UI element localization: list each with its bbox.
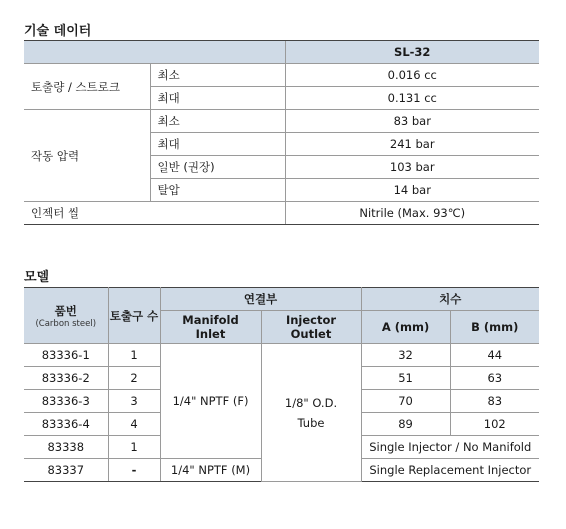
dim-a: 70 [361, 390, 450, 413]
manifold-inlet-header: Manifold Inlet [160, 311, 261, 344]
spec-row [24, 202, 539, 225]
pressure-relief-value: 14 bar [285, 179, 539, 202]
pressure-min-label: 최소 [150, 110, 285, 133]
pressure-max-label: 최대 [150, 133, 285, 156]
dim-b: 102 [450, 413, 539, 436]
seal-value: Nitrile (Max. 93℃) [285, 202, 539, 225]
dim-b: 83 [450, 390, 539, 413]
pressure-relief-label: 탈압 [150, 179, 285, 202]
part-number: 83338 [24, 436, 108, 459]
displacement-max-label: 최대 [150, 87, 285, 110]
dim-a: 89 [361, 413, 450, 436]
manifold-inlet-value: 1/4" NPTF (M) [160, 459, 261, 482]
dimensions-header: 치수 [361, 288, 539, 311]
injector-outlet-header: Injector Outlet [261, 311, 361, 344]
dimension-note: Single Replacement Injector [361, 459, 539, 482]
table-row [24, 344, 539, 367]
outlet-count: 1 [108, 344, 160, 367]
outlets-header: 토출구 수 [108, 288, 160, 344]
dimension-note: Single Injector / No Manifold [361, 436, 539, 459]
part-no-header [24, 288, 108, 344]
pressure-max-value: 241 bar [285, 133, 539, 156]
spec-model-header: SL-32 [285, 41, 539, 64]
dim-b: 63 [450, 367, 539, 390]
displacement-max-value: 0.131 cc [285, 87, 539, 110]
part-no-header-label: 품번 [54, 303, 77, 318]
outlet-count: 2 [108, 367, 160, 390]
model-table [24, 287, 539, 482]
outlet-count: 3 [108, 390, 160, 413]
model-section-title: 모델 [24, 270, 50, 285]
part-number: 83336-4 [24, 413, 108, 436]
dim-a: 32 [361, 344, 450, 367]
displacement-label: 토출량 / 스트로크 [24, 64, 150, 110]
pressure-min-value: 83 bar [285, 110, 539, 133]
spec-header-row [24, 41, 539, 64]
displacement-min-value: 0.016 cc [285, 64, 539, 87]
part-number: 83336-1 [24, 344, 108, 367]
part-no-header-sub: (Carbon steel) [35, 318, 97, 329]
spec-row [24, 64, 539, 87]
dim-b: 44 [450, 344, 539, 367]
outlet-count: 1 [108, 436, 160, 459]
connection-header: 연결부 [160, 288, 361, 311]
dim-a: 51 [361, 367, 450, 390]
spec-row [24, 110, 539, 133]
pressure-normal-label: 일반 (권장) [150, 156, 285, 179]
part-number: 83336-3 [24, 390, 108, 413]
outlet-count: 4 [108, 413, 160, 436]
part-number: 83337 [24, 459, 108, 482]
manifold-inlet-value: 1/4" NPTF (F) [160, 344, 261, 459]
part-number: 83336-2 [24, 367, 108, 390]
seal-label: 인젝터 씰 [24, 202, 285, 225]
pressure-label: 작동 압력 [24, 110, 150, 202]
spec-header-blank [24, 41, 285, 64]
pressure-normal-value: 103 bar [285, 156, 539, 179]
dim-b-header: B (mm) [450, 311, 539, 344]
spec-section-title: 기술 데이터 [24, 24, 92, 39]
injector-outlet-value: 1/8" O.D. Tube [261, 344, 361, 482]
model-header-row [24, 288, 539, 311]
outlet-count: - [108, 459, 160, 482]
displacement-min-label: 최소 [150, 64, 285, 87]
spec-table [24, 40, 539, 225]
dim-a-header: A (mm) [361, 311, 450, 344]
